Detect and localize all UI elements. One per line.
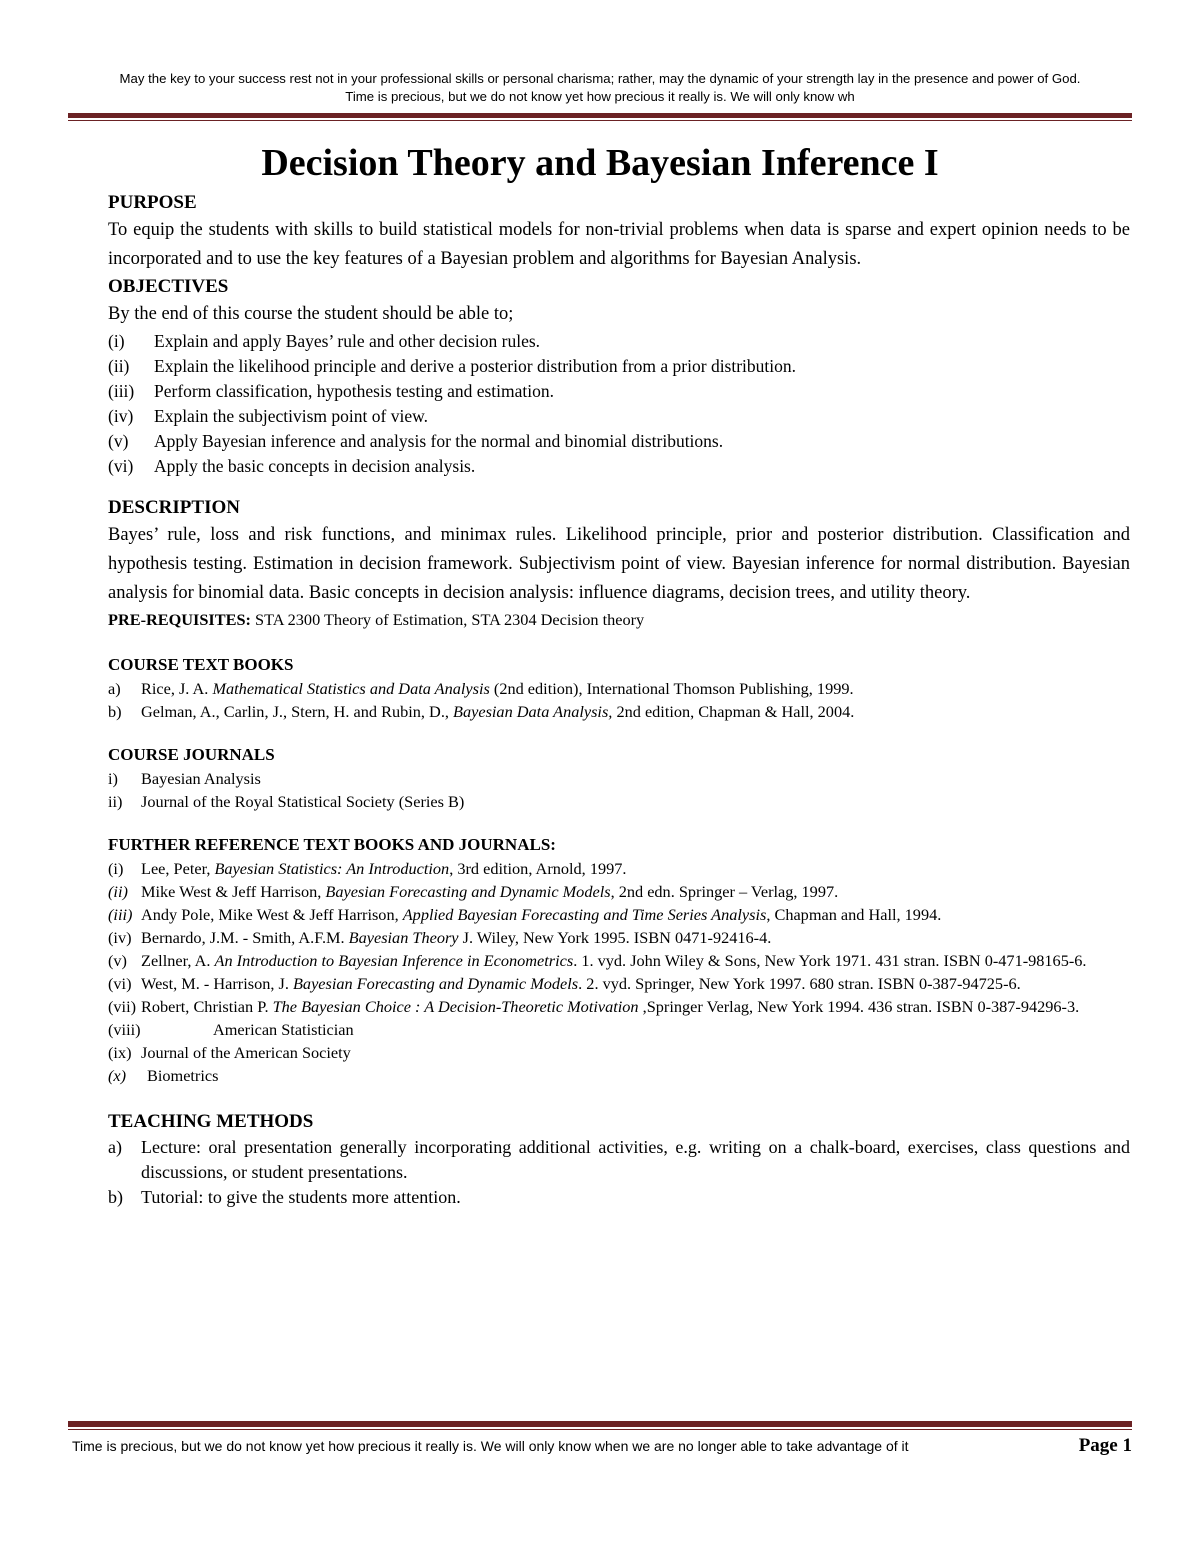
objective-item [108,329,1130,354]
textbook-label: b) [108,702,122,721]
footer-rule [68,1421,1132,1427]
reference-author: Zellner, A. [141,951,215,970]
reference-label: (iii) [108,905,133,924]
reference-label: (iv) [108,928,132,947]
document-title: Decision Theory and Bayesian Inference I [261,142,939,184]
reference-label: (vi) [108,974,132,993]
reference-item [108,903,1130,926]
header-rule-thin [68,120,1132,121]
reference-title: Bayesian Theory [348,928,459,947]
journal-item [108,790,1130,813]
objective-label: (iv) [108,406,134,426]
page-header [68,70,1132,106]
reference-title: An Introduction to Bayesian Inference in Econometrics [214,951,574,970]
reference-title: Bayesian Statistics: An Introduction [214,859,450,878]
prerequisites [108,608,1130,631]
reference-item [108,1018,1130,1041]
textbook-author: Rice, J. A. [141,679,213,698]
teaching-text: Tutorial: to give the students more attention. [141,1187,461,1207]
reference-author: Journal of the American Society [141,1043,351,1062]
header-line-2: Time is precious, but we do not know yet how precious it really is. We will only know wh [345,89,855,104]
purpose-heading: PURPOSE [108,192,197,213]
reference-details: , 3rd edition, Arnold, 1997. [449,859,627,878]
reference-author: Mike West & Jeff Harrison, [141,882,326,901]
objective-item [108,404,1130,429]
textbook-author: Gelman, A., Carlin, J., Stern, H. and Rubin, D., [141,702,454,721]
objective-text: Perform classification, hypothesis testing and estimation. [154,381,554,401]
page-number: Page 1 [1078,1435,1132,1456]
reference-author: Andy Pole, Mike West & Jeff Harrison, [141,905,403,924]
objective-text: Explain the subjectivism point of view. [154,406,428,426]
reference-label: (i) [108,859,124,878]
reference-item [108,1064,1130,1087]
objective-text: Apply Bayesian inference and analysis for the normal and binomial distributions. [154,431,724,451]
textbook-title: Mathematical Statistics and Data Analysis [212,679,490,698]
reference-details: J. Wiley, New York 1995. ISBN 0471-92416-4. [458,928,772,947]
teaching-label: b) [108,1187,123,1207]
teaching-heading: TEACHING METHODS [108,1111,314,1132]
reference-label: (v) [108,951,127,970]
journal-label: i) [108,769,118,788]
reference-details: . 1. vyd. John Wiley & Sons, New York 1971. 431 stran. ISBN 0-471-98165-6. [573,951,1087,970]
textbooks-list [108,677,1130,723]
description-text: Bayes’ rule, loss and risk functions, and minimax rules. Likelihood principle, prior and posterior distribution. Classification and hypothesis testing. Estimation in decision framework. Subjectivism point of view. Bayesian inference for normal distribution. Bayesian analysis for binomial data. Basic concepts in decision analysis: influence diagrams, decision trees, and utility theory. [108,525,1130,603]
header-rule [68,113,1132,118]
journal-text: Journal of the Royal Statistical Society (Series B) [141,792,465,811]
reference-item [108,926,1130,949]
textbook-details: 2nd edition, Chapman & Hall, 2004. [612,702,855,721]
objectives-heading: OBJECTIVES [108,276,229,297]
reference-title: Bayesian Forecasting and Dynamic Models [292,974,579,993]
reference-label: (viii) [108,1020,141,1039]
objective-text: Explain the likelihood principle and derive a posterior distribution from a prior distribution. [154,356,797,376]
teaching-item [108,1185,1130,1210]
textbook-label: a) [108,679,121,698]
teaching-label: a) [108,1137,122,1157]
journals-list [108,767,1130,813]
header-line-1: May the key to your success rest not in your professional skills or personal charisma; rather, may the dynamic of your strength lay in the presence and power of God. [119,71,1081,86]
reference-item [108,1041,1130,1064]
reference-details: . 2. vyd. Springer, New York 1997. 680 stran. ISBN 0-387-94725-6. [578,974,1021,993]
reference-label: (ii) [108,882,128,901]
reference-author: Lee, Peter, [141,859,215,878]
reference-item [108,857,1130,880]
reference-author: Bernardo, J.M. - Smith, A.F.M. [141,928,349,947]
objective-label: (v) [108,431,129,451]
reference-item [108,880,1130,903]
textbook-item [108,677,1130,700]
prerequisites-label: PRE-REQUISITES: [108,610,251,629]
teaching-item [108,1135,1130,1185]
reference-author: Biometrics [147,1066,219,1085]
document-body [108,190,1130,1210]
objectives-list [108,329,1130,479]
prerequisites-text: STA 2300 Theory of Estimation, STA 2304 Decision theory [250,610,645,629]
reference-item [108,995,1130,1018]
objective-item [108,354,1130,379]
reference-label: (x) [108,1066,127,1085]
reference-title: Applied Bayesian Forecasting and Time Series Analysis [402,905,767,924]
objective-label: (ii) [108,356,130,376]
teaching-list [108,1135,1130,1210]
further-heading: FURTHER REFERENCE TEXT BOOKS AND JOURNALS: [108,835,556,854]
objectives-intro: By the end of this course the student should be able to; [108,304,514,324]
textbook-details: (2nd edition), International Thomson Publishing, 1999. [489,679,854,698]
reference-author: American Statistician [213,1020,354,1039]
journals-heading: COURSE JOURNALS [108,745,275,764]
objective-label: (vi) [108,456,134,476]
description-heading: DESCRIPTION [108,497,240,518]
reference-label: (vii) [108,997,137,1016]
reference-details: , 2nd edn. Springer – Verlag, 1997. [610,882,839,901]
reference-item [108,972,1130,995]
textbook-item [108,700,1130,723]
reference-title: Bayesian Forecasting and Dynamic Models [325,882,611,901]
footer-rule-thin [68,1429,1132,1430]
further-list [108,857,1130,1087]
reference-details: ,Springer Verlag, New York 1994. 436 stran. ISBN 0-387-94296-3. [638,997,1080,1016]
reference-author: West, M. - Harrison, J. [141,974,293,993]
reference-label: (ix) [108,1043,132,1062]
textbook-title: Bayesian Data Analysis, [453,702,613,721]
objective-text: Explain and apply Bayes’ rule and other decision rules. [154,331,541,351]
reference-item [108,949,1130,972]
objective-item [108,454,1130,479]
reference-details: , Chapman and Hall, 1994. [766,905,942,924]
objective-text: Apply the basic concepts in decision analysis. [154,456,476,476]
textbooks-heading: COURSE TEXT BOOKS [108,655,294,674]
purpose-text: To equip the students with skills to build statistical models for non-trivial problems when data is sparse and expert opinion needs to be incorporated and to use the key features of a Bayesian problem and algorithms for Bayesian Analysis. [108,220,1130,269]
journal-item [108,767,1130,790]
reference-author: Robert, Christian P. [141,997,273,1016]
objective-item [108,429,1130,454]
objective-label: (iii) [108,381,135,401]
teaching-text: Lecture: oral presentation generally incorporating additional activities, e.g. writing on a chalk-board, exercises, class questions and discussions, or student presentations. [141,1137,1130,1182]
objective-item [108,379,1130,404]
journal-label: ii) [108,792,123,811]
footer-text: Time is precious, but we do not know yet how precious it really is. We will only know when we are no longer able to take advantage of it [72,1438,909,1454]
reference-title: The Bayesian Choice : A Decision-Theoretic Motivation [272,997,639,1016]
objective-label: (i) [108,331,125,351]
journal-text: Bayesian Analysis [141,769,261,788]
page-footer [68,1432,1132,1460]
